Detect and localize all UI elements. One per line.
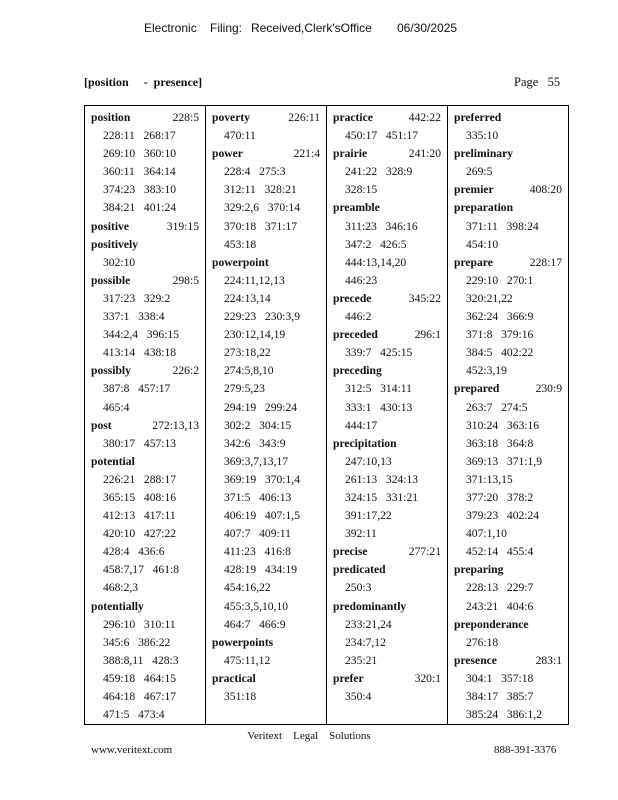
index-ref-row: 468:2,3 xyxy=(103,581,139,595)
index-ref-row: 379:23 402:24 xyxy=(466,509,540,523)
index-ref-row: 261:13 324:13 xyxy=(345,472,419,486)
index-ref-row: 471:5 473:4 xyxy=(103,708,165,722)
index-term-row xyxy=(91,109,205,127)
index-ref-row: 385:24 386:1,2 xyxy=(466,708,543,722)
index-ref-row: 371:13,15 xyxy=(466,472,513,486)
index-term: potentially xyxy=(91,599,144,613)
index-ref-row: 407:1,10 xyxy=(466,527,507,541)
index-term-ref: 226:11 xyxy=(288,111,320,124)
index-ref-row: 446:2 xyxy=(345,310,372,324)
index-term-ref: 226:2 xyxy=(172,364,199,378)
index-term: preceding xyxy=(333,364,382,378)
index-ref-row: 228:11 268:17 xyxy=(103,129,176,143)
index-ref-row: 324:15 331:21 xyxy=(345,490,419,504)
index-ref-row: 464:7 466:9 xyxy=(224,617,286,631)
index-ref-row: 317:23 329:2 xyxy=(103,291,171,305)
index-term: precede xyxy=(333,291,372,305)
index-term-row xyxy=(212,634,326,652)
index-ref-row: 224:11,12,13 xyxy=(224,273,285,287)
index-term: preceded xyxy=(333,328,378,342)
index-term-row xyxy=(333,199,447,217)
index-ref-row: 302:2 304:15 xyxy=(224,418,292,432)
index-ref-row: 465:4 xyxy=(103,400,130,414)
index-term: power xyxy=(212,147,243,161)
index-ref-row: 413:14 438:18 xyxy=(103,346,177,360)
index-ref-row: 243:21 404:6 xyxy=(466,599,534,613)
index-term: practical xyxy=(212,671,256,685)
index-term: positively xyxy=(91,237,139,251)
index-ref-row: 233:21,24 xyxy=(345,617,392,631)
header-electronic: Electronic xyxy=(144,21,197,35)
index-term: preponderance xyxy=(454,617,529,631)
index-ref-row: 406:19 407:1,5 xyxy=(224,509,301,523)
index-ref-row: 384:5 402:22 xyxy=(466,346,534,360)
index-ref-row: 455:3,5,10,10 xyxy=(224,599,289,613)
index-term: prairie xyxy=(333,147,368,161)
index-ref-row: 360:11 364:14 xyxy=(103,165,176,179)
index-ref-row: 312:11 328:21 xyxy=(224,183,297,197)
index-term: presence xyxy=(454,653,497,667)
index-ref-row: 446:23 xyxy=(345,273,378,287)
header-date: 06/30/2025 xyxy=(397,21,458,35)
index-term-row xyxy=(454,616,568,634)
index-ref-row: 229:10 270:1 xyxy=(466,273,534,287)
index-range: [position - presence] xyxy=(84,75,203,89)
index-ref-row: 312:5 314:11 xyxy=(345,382,412,396)
index-term: post xyxy=(91,418,112,432)
index-term-row xyxy=(212,670,326,688)
index-ref-row: 454:16,22 xyxy=(224,581,271,595)
index-ref-row: 344:2,4 396:15 xyxy=(103,328,180,342)
index-ref-row: 310:24 363:16 xyxy=(466,418,540,432)
index-ref-row: 392:11 xyxy=(345,527,377,541)
index-ref-row: 337:1 338:4 xyxy=(103,310,165,324)
index-term-row xyxy=(91,417,205,435)
index-ref-row: 384:21 401:24 xyxy=(103,201,177,215)
index-ref-row: 235:21 xyxy=(345,653,378,667)
index-ref-row: 230:12,14,19 xyxy=(224,328,286,342)
index-term-row xyxy=(91,272,205,290)
index-ref-row: 412:13 417:11 xyxy=(103,509,176,523)
index-term: preparation xyxy=(454,201,514,215)
index-ref-row: 328:15 xyxy=(345,183,378,197)
index-term-row xyxy=(91,453,205,471)
index-term-row xyxy=(333,598,447,616)
index-term: premier xyxy=(454,183,494,197)
index-term-ref: 277:21 xyxy=(408,545,441,559)
index-ref-row: 391:17,22 xyxy=(345,509,392,523)
index-term: powerpoints xyxy=(212,635,274,649)
index-term: practice xyxy=(333,111,373,124)
index-ref-row: 224:13,14 xyxy=(224,291,271,305)
index-term: preliminary xyxy=(454,147,514,161)
index-term-row xyxy=(212,145,326,163)
index-ref-row: 234:7,12 xyxy=(345,635,386,649)
index-term-row xyxy=(454,652,568,670)
index-ref-row: 241:22 328:9 xyxy=(345,165,413,179)
index-ref-row: 374:23 383:10 xyxy=(103,183,177,197)
index-ref-row: 369:19 370:1,4 xyxy=(224,472,301,486)
index-term-ref: 408:20 xyxy=(529,183,562,197)
index-term: predominantly xyxy=(333,599,407,613)
index-ref-row: 279:5,23 xyxy=(224,382,265,396)
index-term-ref: 283:1 xyxy=(535,653,562,667)
index-ref-row: 450:17 451:17 xyxy=(345,129,419,143)
index-ref-row: 333:1 430:13 xyxy=(345,400,413,414)
index-ref-row: 377:20 378:2 xyxy=(466,490,534,504)
index-ref-row: 365:15 408:16 xyxy=(103,490,177,504)
index-term-row xyxy=(333,543,447,561)
index-term: potential xyxy=(91,454,135,468)
index-term-row xyxy=(454,181,568,199)
page-number: Page 55 xyxy=(514,75,561,89)
index-term-row xyxy=(91,236,205,254)
index-ref-row: 273:18,22 xyxy=(224,346,271,360)
index-term-row xyxy=(333,435,447,453)
index-term-row xyxy=(454,145,568,163)
index-column-4 xyxy=(448,106,568,724)
index-ref-row: 302:10 xyxy=(103,255,136,269)
index-term-row xyxy=(333,290,447,308)
index-term: precipitation xyxy=(333,436,397,450)
index-ref-row: 342:6 343:9 xyxy=(224,436,286,450)
index-ref-row: 458:7,17 461:8 xyxy=(103,563,180,577)
index-ref-row: 339:7 425:15 xyxy=(345,346,413,360)
index-ref-row: 453:18 xyxy=(224,237,257,251)
index-term: prefer xyxy=(333,671,364,685)
index-ref-row: 335:10 xyxy=(466,129,499,143)
index-term: possible xyxy=(91,273,131,287)
index-ref-row: 228:13 229:7 xyxy=(466,581,534,595)
index-term: predicated xyxy=(333,563,386,577)
index-column-1 xyxy=(85,106,206,724)
index-term-row xyxy=(454,561,568,579)
index-term: position xyxy=(91,111,131,124)
index-term-row xyxy=(91,362,205,380)
index-term-row xyxy=(212,254,326,272)
index-term-ref: 228:5 xyxy=(172,111,199,124)
index-ref-row: 304:1 357:18 xyxy=(466,671,534,685)
index-term-row xyxy=(333,362,447,380)
index-ref-row: 411:23 416:8 xyxy=(224,545,291,559)
index-term: precise xyxy=(333,545,368,559)
index-ref-row: 452:3,19 xyxy=(466,364,507,378)
index-term-ref: 345:22 xyxy=(408,291,441,305)
index-ref-row: 452:14 455:4 xyxy=(466,545,534,559)
index-ref-row: 274:5,8,10 xyxy=(224,364,274,378)
index-term-row xyxy=(333,145,447,163)
index-term: powerpoint xyxy=(212,255,269,269)
index-ref-row: 269:5 xyxy=(466,165,493,179)
footer-website: www.veritext.com xyxy=(91,744,173,756)
index-ref-row: 388:8,11 428:3 xyxy=(103,653,179,667)
index-term-ref: 272:13,13 xyxy=(152,418,199,432)
index-ref-row: 269:10 360:10 xyxy=(103,147,177,161)
index-term-row xyxy=(454,199,568,217)
index-ref-row: 407:7 409:11 xyxy=(224,527,291,541)
index-ref-row: 347:2 426:5 xyxy=(345,237,407,251)
index-term: poverty xyxy=(212,111,250,124)
index-term-row xyxy=(212,109,326,127)
index-ref-row: 369:3,7,13,17 xyxy=(224,454,289,468)
index-term-ref: 241:20 xyxy=(408,147,441,161)
index-term: preamble xyxy=(333,201,380,215)
index-ref-row: 311:23 346:16 xyxy=(345,219,418,233)
index-ref-row: 475:11,12 xyxy=(224,653,271,667)
index-term: positive xyxy=(91,219,130,233)
index-ref-row: 345:6 386:22 xyxy=(103,635,171,649)
index-ref-row: 226:21 288:17 xyxy=(103,472,177,486)
index-term-row xyxy=(454,380,568,398)
index-term: preparing xyxy=(454,563,504,577)
index-column-3 xyxy=(327,106,448,724)
index-ref-row: 428:19 434:19 xyxy=(224,563,298,577)
index-ref-row: 444:13,14,20 xyxy=(345,255,407,269)
index-term-ref: 442:22 xyxy=(408,111,441,124)
index-ref-row: 470:11 xyxy=(224,129,256,143)
index-ref-row: 263:7 274:5 xyxy=(466,400,528,414)
index-ref-row: 247:10,13 xyxy=(345,454,392,468)
header-filing: Filing: xyxy=(210,21,243,35)
index-term: prepare xyxy=(454,255,493,269)
index-term-row xyxy=(333,561,447,579)
index-ref-row: 276:18 xyxy=(466,635,499,649)
index-ref-row: 362:24 366:9 xyxy=(466,310,534,324)
index-ref-row: 387:8 457:17 xyxy=(103,382,171,396)
index-term: preferred xyxy=(454,111,502,124)
index-ref-row: 329:2,6 370:14 xyxy=(224,201,301,215)
index-term-ref: 221:4 xyxy=(293,147,320,161)
footer-phone: 888-391-3376 xyxy=(494,744,557,756)
index-ref-row: 363:18 364:8 xyxy=(466,436,534,450)
index-ref-row: 369:13 371:1,9 xyxy=(466,454,543,468)
index-term-row xyxy=(333,670,447,688)
index-term-ref: 230:9 xyxy=(535,382,562,396)
index-ref-row: 444:17 xyxy=(345,418,378,432)
index-ref-row: 370:18 371:17 xyxy=(224,219,298,233)
index-term: prepared xyxy=(454,382,500,396)
index-ref-row: 371:11 398:24 xyxy=(466,219,539,233)
index-term-row xyxy=(91,218,205,236)
index-term-ref: 228:17 xyxy=(529,255,562,269)
index-ref-row: 454:10 xyxy=(466,237,499,251)
index-ref-row: 250:3 xyxy=(345,581,372,595)
footer-company: Veritext Legal Solutions xyxy=(247,730,371,742)
index-ref-row: 371:5 406:13 xyxy=(224,490,292,504)
index-term-row xyxy=(454,109,568,127)
index-term-row xyxy=(91,598,205,616)
index-term-ref: 296:1 xyxy=(414,328,441,342)
index-ref-row: 371:8 379:16 xyxy=(466,328,534,342)
index-ref-row: 384:17 385:7 xyxy=(466,690,534,703)
index-ref-row: 464:18 467:17 xyxy=(103,690,177,703)
index-ref-row: 228:4 275:3 xyxy=(224,165,286,179)
index-term-ref: 320:1 xyxy=(414,671,441,685)
index-term-row xyxy=(333,109,447,127)
index-ref-row: 296:10 310:11 xyxy=(103,617,176,631)
index-term-row xyxy=(333,326,447,344)
index-ref-row: 351:18 xyxy=(224,690,257,703)
index-ref-row: 229:23 230:3,9 xyxy=(224,310,301,324)
index-term: possibly xyxy=(91,364,131,378)
index-ref-row: 380:17 457:13 xyxy=(103,436,177,450)
index-term-ref: 319:15 xyxy=(166,219,199,233)
index-ref-row: 294:19 299:24 xyxy=(224,400,298,414)
index-column-2 xyxy=(206,106,327,724)
index-ref-row: 350:4 xyxy=(345,690,372,703)
index-ref-row: 428:4 436:6 xyxy=(103,545,165,559)
index-term-ref: 298:5 xyxy=(172,273,199,287)
index-ref-row: 420:10 427:22 xyxy=(103,527,177,541)
header-received: Received,Clerk'sOffice xyxy=(251,21,372,35)
index-term-row xyxy=(454,254,568,272)
index-ref-row: 459:18 464:15 xyxy=(103,671,177,685)
index-table xyxy=(84,105,569,725)
index-ref-row: 320:21,22 xyxy=(466,291,513,305)
